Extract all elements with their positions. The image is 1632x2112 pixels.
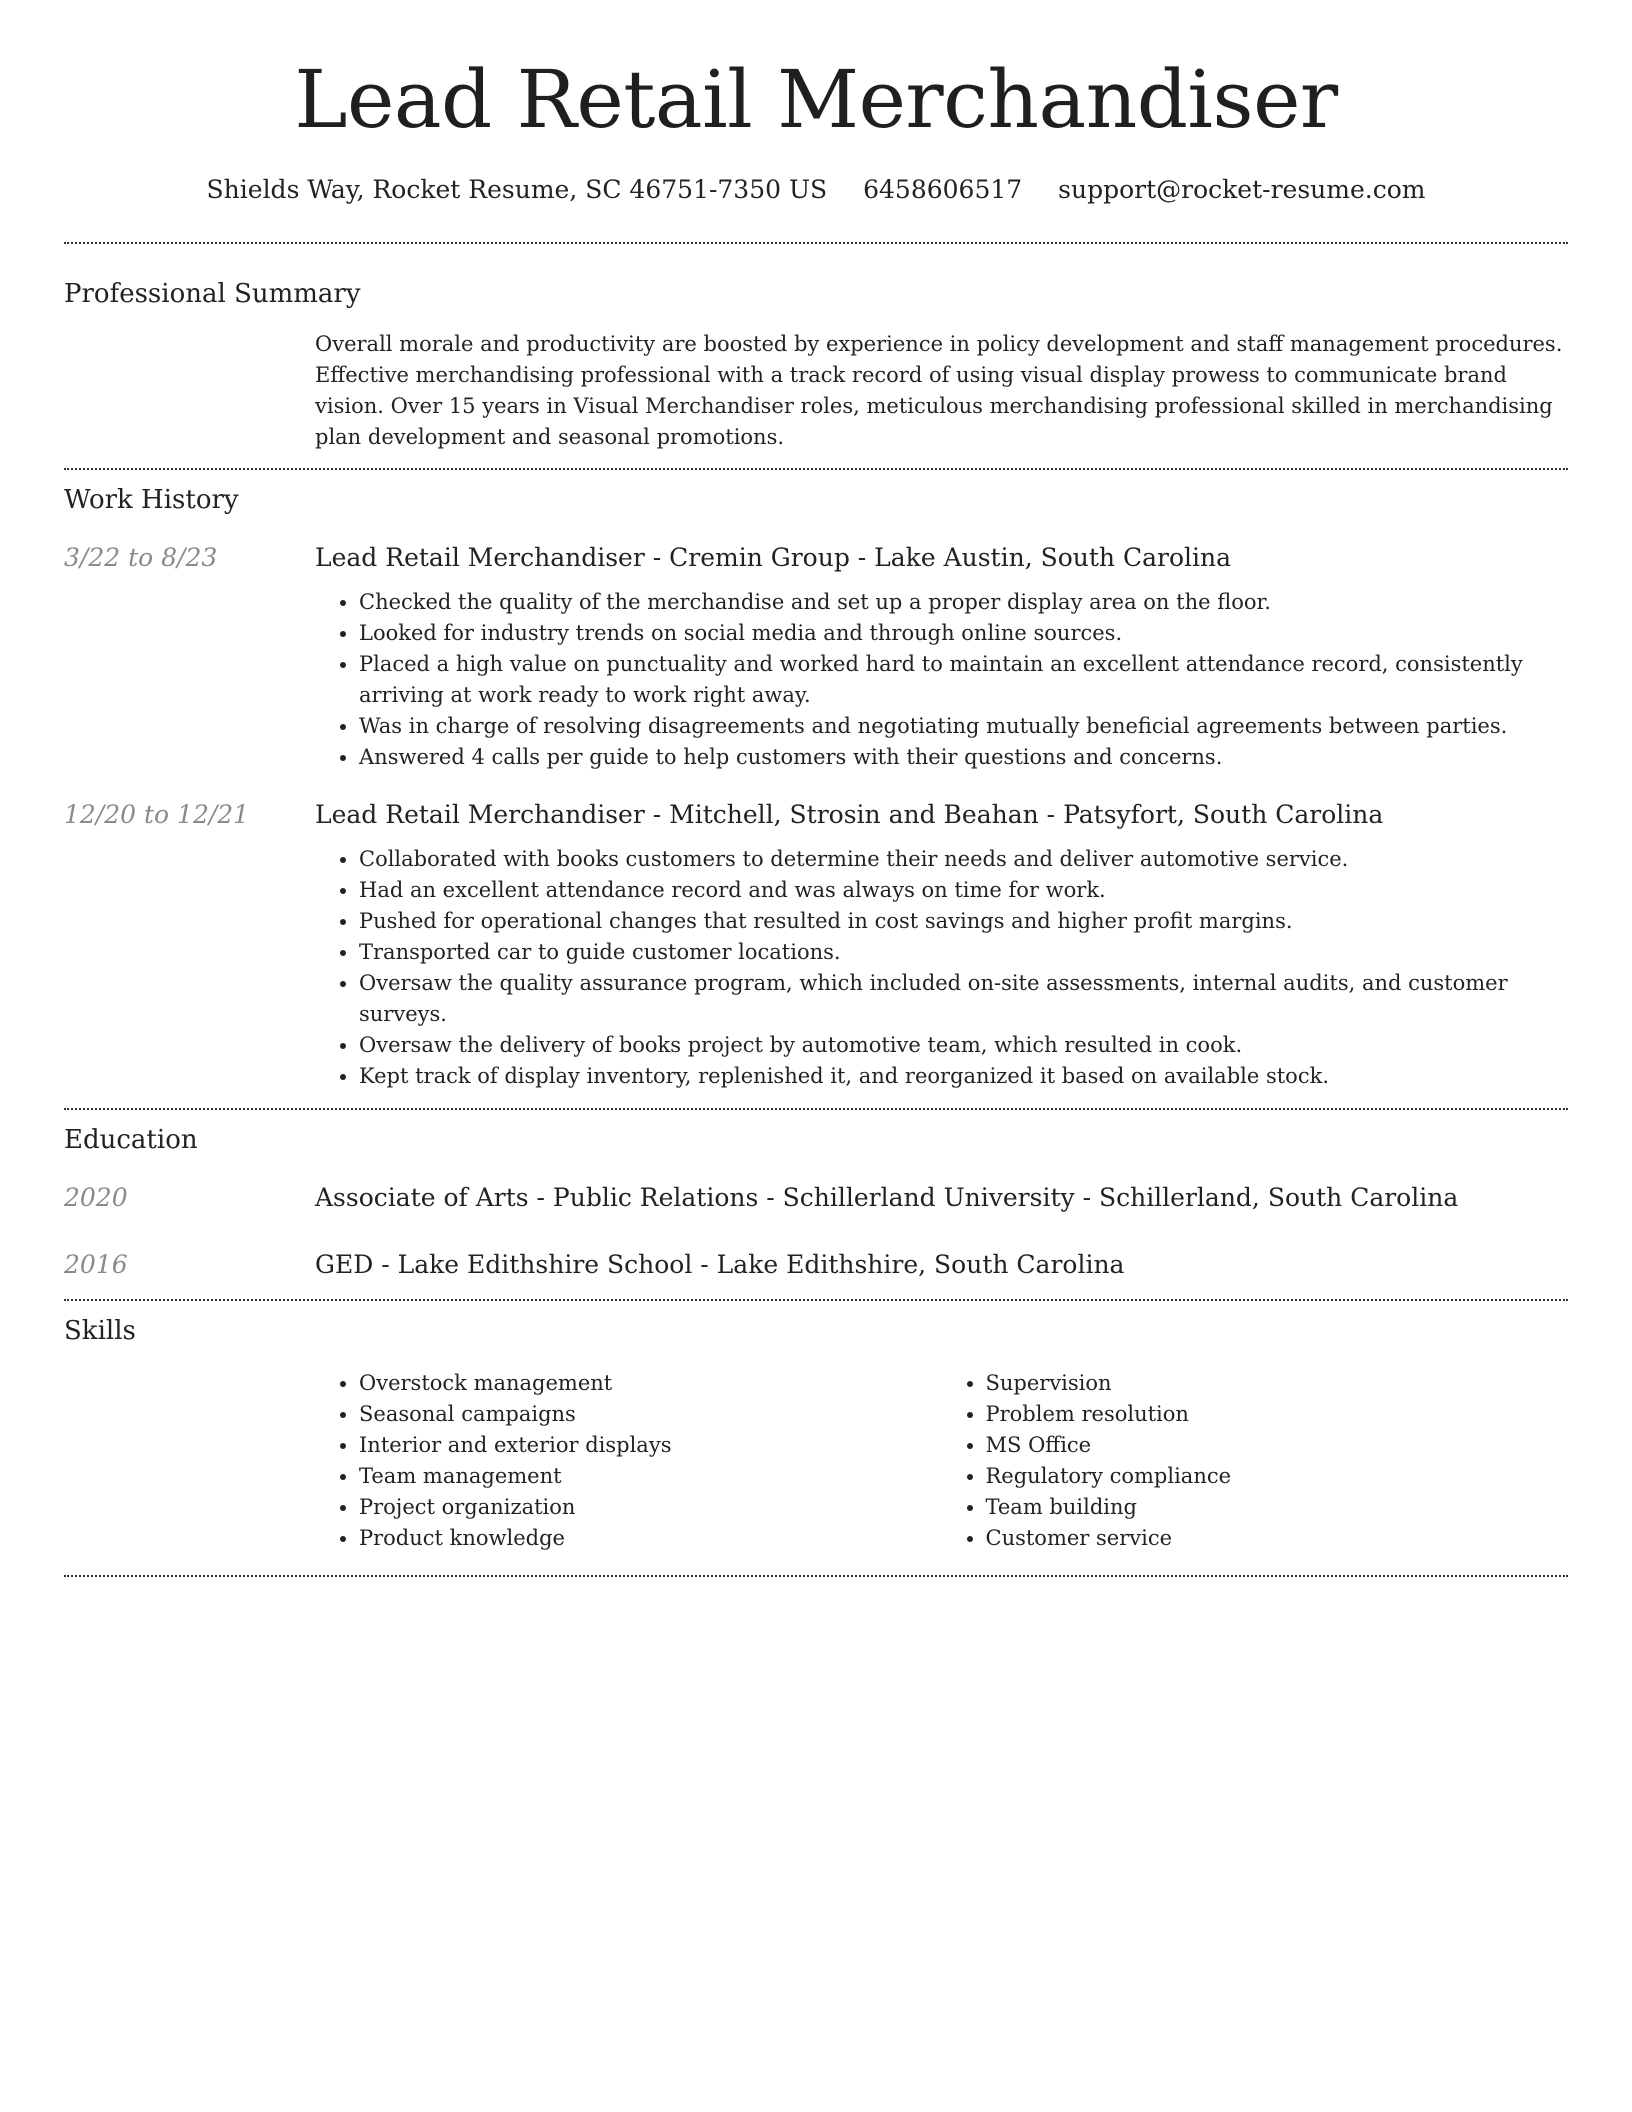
job-dates: 12/20 to 12/21 — [64, 800, 250, 829]
list-item: • Project organization — [359, 1492, 942, 1523]
job-entry — [64, 797, 1568, 1092]
list-item: • Transported car to guide customer locations. — [359, 937, 1568, 968]
skills-list-left — [315, 1368, 942, 1554]
list-item: • Was in charge of resolving disagreements and negotiating mutually beneficial agreements between parties. — [359, 711, 1568, 742]
list-item: • Product knowledge — [359, 1523, 942, 1554]
resume-page — [64, 0, 1568, 1577]
list-item: • Regulatory compliance — [986, 1461, 1569, 1492]
section-title-work: Work History — [64, 485, 239, 515]
list-item: • Had an excellent attendance record and was always on time for work. — [359, 875, 1568, 906]
summary-section — [64, 244, 1568, 453]
skills-list-right — [942, 1368, 1569, 1554]
list-item: • Problem resolution — [986, 1399, 1569, 1430]
list-item: • Answered 4 calls per guide to help customers with their questions and concerns. — [359, 742, 1568, 773]
contact-phone: 6458606517 — [863, 175, 1023, 204]
section-title-summary: Professional Summary — [64, 279, 361, 309]
education-entry — [64, 1247, 1568, 1283]
list-item: • Overstock management — [359, 1368, 942, 1399]
education-text: Associate of Arts - Public Relations - Schillerland University - Schillerland, South Carolina — [315, 1183, 1459, 1212]
list-item: • Seasonal campaigns — [359, 1399, 942, 1430]
education-year: 2016 — [64, 1250, 128, 1279]
list-item: • Kept track of display inventory, replenished it, and reorganized it based on available stock. — [359, 1061, 1568, 1092]
summary-text: Overall morale and productivity are boosted by experience in policy development and staff management procedures. Effective merchandising professional with a track record of using visual display prowess to communicate brand vision. Over 15 years in Visual Merchandiser roles, meticulous merchandising professional skilled in merchandising plan development and seasonal promotions. — [315, 332, 1563, 449]
list-item: • Team management — [359, 1461, 942, 1492]
job-dates: 3/22 to 8/23 — [64, 543, 218, 572]
job-entry — [64, 540, 1568, 773]
list-item: • Looked for industry trends on social media and through online sources. — [359, 618, 1568, 649]
section-title-skills: Skills — [64, 1316, 136, 1346]
job-bullets — [315, 844, 1568, 1092]
list-item: • Interior and exterior displays — [359, 1430, 942, 1461]
list-item: • Oversaw the quality assurance program, which included on-site assessments, internal audits, and customer surveys. — [359, 968, 1568, 1030]
list-item: • Oversaw the delivery of books project by automotive team, which resulted in cook. — [359, 1030, 1568, 1061]
job-bullets — [315, 587, 1568, 773]
skills-section — [64, 1301, 1568, 1554]
resume-name: Lead Retail Merchandiser — [294, 53, 1338, 146]
education-section — [64, 1110, 1568, 1283]
list-item: • Team building — [986, 1492, 1569, 1523]
list-item: • Supervision — [986, 1368, 1569, 1399]
education-year: 2020 — [64, 1183, 128, 1212]
list-item: • Placed a high value on punctuality and worked hard to maintain an excellent attendance record, consistently arriving at work ready to work right away. — [359, 649, 1568, 711]
list-item: • Checked the quality of the merchandise and set up a proper display area on the floor. — [359, 587, 1568, 618]
section-title-education: Education — [64, 1125, 198, 1155]
contact-email: support@rocket-resume.com — [1058, 175, 1426, 204]
education-entry — [64, 1180, 1568, 1216]
list-item: • Collaborated with books customers to determine their needs and deliver automotive service. — [359, 844, 1568, 875]
contact-address: Shields Way, Rocket Resume, SC 46751-7350 US — [206, 175, 828, 204]
divider — [64, 1575, 1568, 1577]
skills-columns — [315, 1368, 1568, 1554]
list-item: • Pushed for operational changes that resulted in cost savings and higher profit margins. — [359, 906, 1568, 937]
job-title: Lead Retail Merchandiser - Mitchell, Strosin and Beahan - Patsyfort, South Carolina — [315, 800, 1384, 829]
job-title: Lead Retail Merchandiser - Cremin Group - Lake Austin, South Carolina — [315, 543, 1231, 572]
list-item: • MS Office — [986, 1430, 1569, 1461]
contact-line — [64, 172, 1568, 208]
work-section — [64, 470, 1568, 1092]
list-item: • Customer service — [986, 1523, 1569, 1554]
education-text: GED - Lake Edithshire School - Lake Edithshire, South Carolina — [315, 1250, 1125, 1279]
